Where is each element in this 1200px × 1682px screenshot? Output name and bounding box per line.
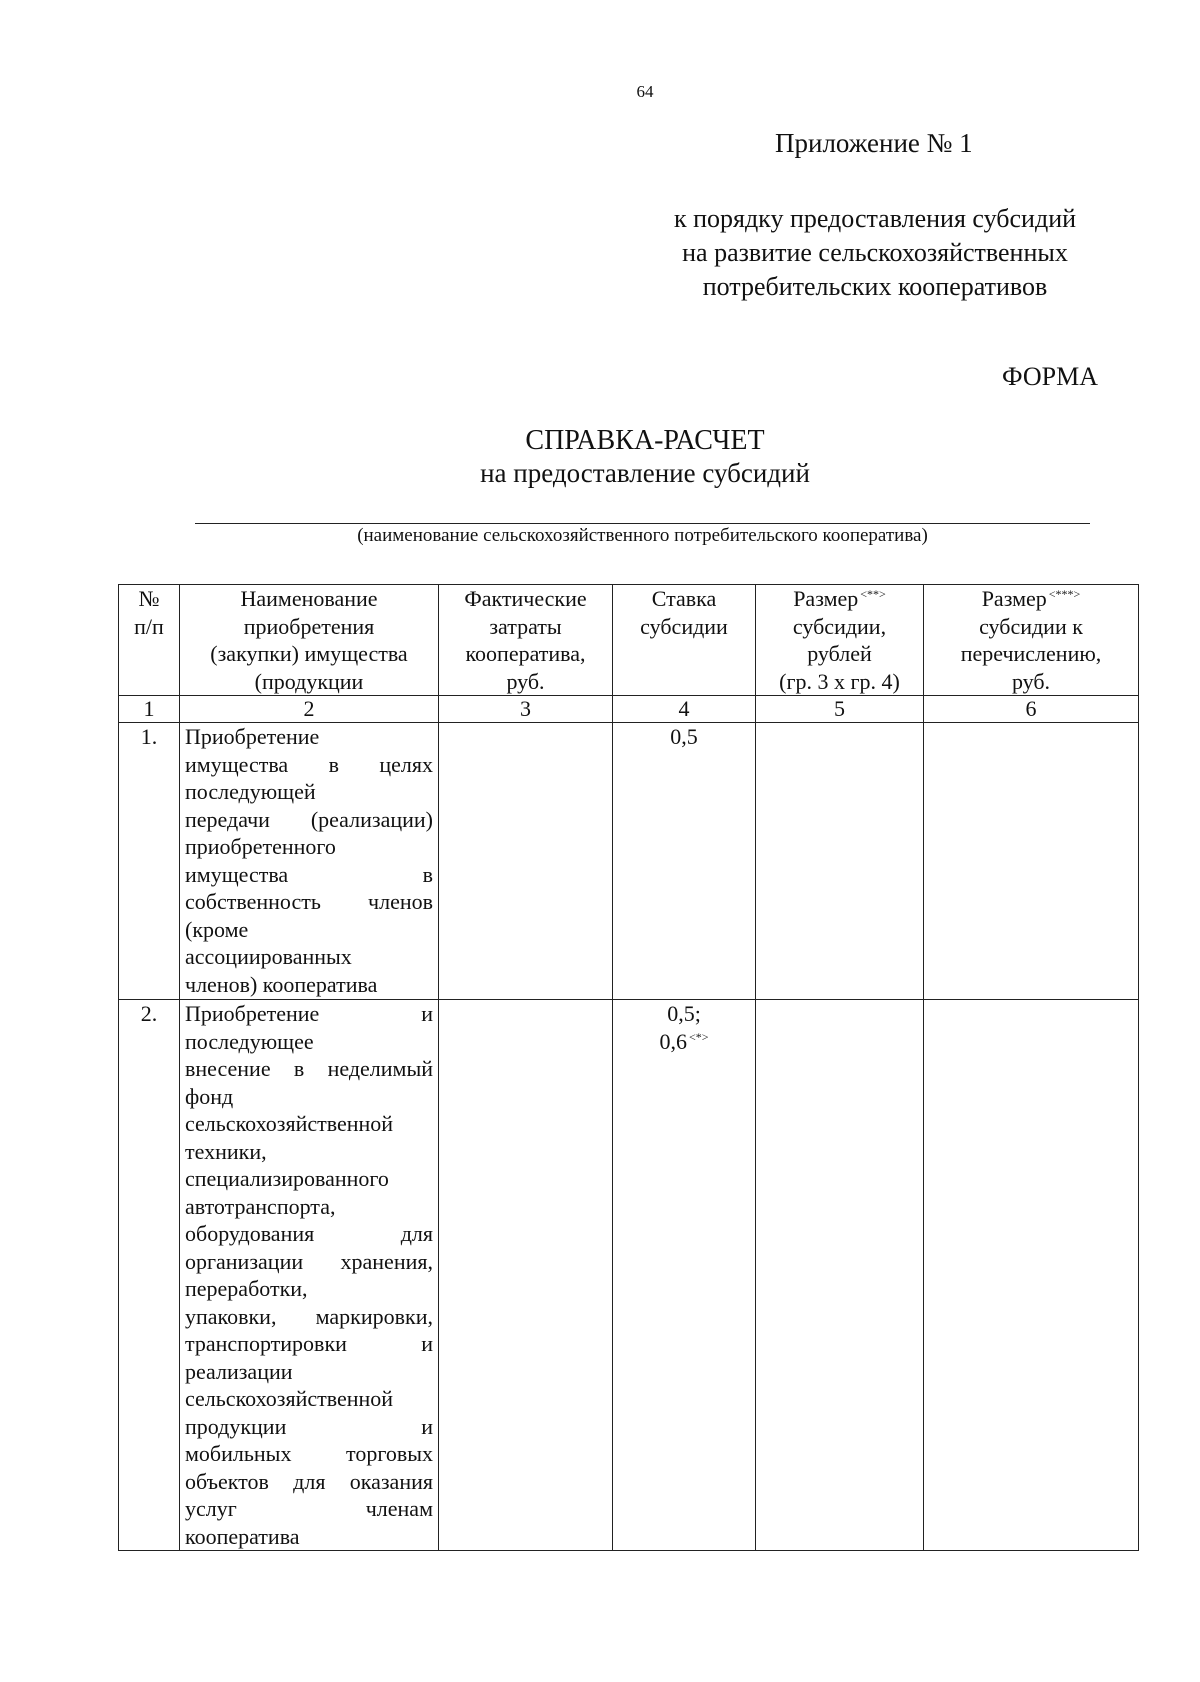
header-subsidy-transfer	[924, 585, 1139, 696]
appendix-title: Приложение № 1	[775, 128, 973, 158]
header-line: №	[138, 586, 160, 611]
column-number: 2	[180, 696, 439, 723]
item-name-line: последующей	[185, 779, 316, 804]
item-name-line: сельскохозяйственной	[185, 1386, 394, 1411]
subsidy-rate-value: 0,6	[659, 1028, 687, 1054]
item-name-line: ассоциированных	[185, 944, 352, 969]
cooperative-name-caption: (наименование сельскохозяйственного потребительского кооператива)	[357, 525, 928, 546]
subsidy-amount-cell[interactable]	[756, 723, 924, 1000]
table-header-row	[119, 585, 1139, 696]
header-item-name	[180, 585, 439, 696]
item-name-line: Приобретение	[185, 724, 320, 749]
item-name-line: приобретенного	[185, 834, 336, 859]
item-name-line: сельскохозяйственной	[185, 1111, 394, 1136]
header-line: (закупки) имущества	[210, 641, 408, 666]
subsidy-rate-cell	[613, 723, 756, 1000]
item-name-line: последующее	[185, 1028, 314, 1054]
column-number-row	[119, 696, 1139, 723]
document-subtitle: на предоставление субсидий	[480, 458, 810, 488]
header-line: руб.	[506, 668, 545, 694]
subsidy-amount-cell[interactable]	[756, 1000, 924, 1551]
item-name-line: (кроме	[185, 916, 249, 942]
header-line: субсидии	[640, 613, 728, 639]
item-name-line: техники,	[185, 1138, 267, 1164]
item-name-line: автотранспорта,	[185, 1193, 336, 1219]
header-line: руб.	[1011, 668, 1051, 694]
item-name-line: переработки,	[185, 1276, 308, 1301]
item-name-line: Приобретение и	[185, 1001, 433, 1026]
appendix-subtitle-line: к порядку предоставления субсидий	[673, 204, 1077, 233]
header-line: субсидии к	[979, 613, 1083, 639]
cooperative-name-line	[195, 523, 1090, 524]
item-name-line: услуг членам	[185, 1496, 433, 1521]
header-line: (гр. 3 х гр. 4)	[779, 668, 900, 694]
table-row	[119, 1000, 1139, 1551]
appendix-subtitle	[640, 202, 1110, 304]
item-name-line: упаковки, маркировки,	[185, 1303, 433, 1329]
header-line: Фактические	[464, 586, 587, 611]
footnote-marker: <***>	[1048, 587, 1081, 601]
column-number: 4	[613, 696, 756, 723]
page-number: 64	[636, 82, 654, 101]
item-name-line: оборудования для	[185, 1221, 433, 1246]
item-name-line: продукции и	[185, 1413, 433, 1439]
header-line: Наименование	[240, 586, 378, 611]
item-name-line: фонд	[185, 1083, 234, 1109]
row-number: 2.	[119, 1000, 180, 1551]
item-name-line: имущества в	[185, 861, 433, 887]
item-name-line: мобильных торговых	[185, 1441, 433, 1466]
item-name-line: организации хранения,	[185, 1248, 433, 1274]
item-name-line: членов) кооператива	[185, 971, 378, 997]
subsidy-rate-cell	[613, 1000, 756, 1551]
footnote-marker: <**>	[860, 587, 886, 601]
item-name-line: транспортировки и	[185, 1331, 433, 1356]
calculation-table	[118, 584, 1139, 1551]
column-number: 5	[756, 696, 924, 723]
item-name-line: кооператива	[185, 1523, 300, 1549]
item-name-line: специализированного	[185, 1166, 389, 1191]
header-line: Размер	[981, 586, 1047, 611]
actual-costs-cell[interactable]	[439, 1000, 613, 1551]
item-name-line: собственность членов	[185, 889, 433, 914]
header-number	[119, 585, 180, 696]
table-row	[119, 723, 1139, 1000]
header-line: рублей	[807, 641, 872, 666]
header-line: Ставка	[651, 586, 717, 611]
item-name-line: внесение в неделимый	[185, 1056, 433, 1081]
item-name-cell	[180, 723, 439, 1000]
item-name-line: реализации	[185, 1358, 293, 1384]
column-number: 3	[439, 696, 613, 723]
subsidy-rate-value: 0,5	[670, 724, 698, 749]
item-name-line: имущества в целях	[185, 751, 433, 777]
document-title: СПРАВКА-РАСЧЕТ	[525, 425, 765, 456]
appendix-subtitle-line: потребительских кооперативов	[702, 272, 1048, 301]
subsidy-rate-value: 0,5;	[667, 1001, 701, 1026]
row-number: 1.	[119, 723, 180, 1000]
header-subsidy-amount	[756, 585, 924, 696]
header-line: приобретения	[243, 613, 375, 639]
header-line: кооператива,	[465, 641, 586, 666]
header-line: Размер	[793, 586, 859, 611]
header-line: затраты	[489, 613, 562, 639]
header-line: (продукции	[254, 668, 364, 694]
footnote-marker: <*>	[688, 1029, 709, 1044]
header-line: п/п	[134, 613, 164, 639]
item-name-line: объектов для оказания	[185, 1468, 433, 1494]
form-label: ФОРМА	[1002, 362, 1098, 391]
header-line: субсидии,	[792, 613, 887, 639]
item-name-cell	[180, 1000, 439, 1551]
header-subsidy-rate	[613, 585, 756, 696]
subsidy-transfer-cell[interactable]	[924, 1000, 1139, 1551]
header-line: перечислению,	[960, 641, 1102, 666]
header-actual-costs	[439, 585, 613, 696]
item-name-line: передачи (реализации)	[185, 806, 433, 832]
appendix-subtitle-line: на развитие сельскохозяйственных	[682, 238, 1068, 267]
column-number: 1	[119, 696, 180, 723]
subsidy-transfer-cell[interactable]	[924, 723, 1139, 1000]
column-number: 6	[924, 696, 1139, 723]
actual-costs-cell[interactable]	[439, 723, 613, 1000]
